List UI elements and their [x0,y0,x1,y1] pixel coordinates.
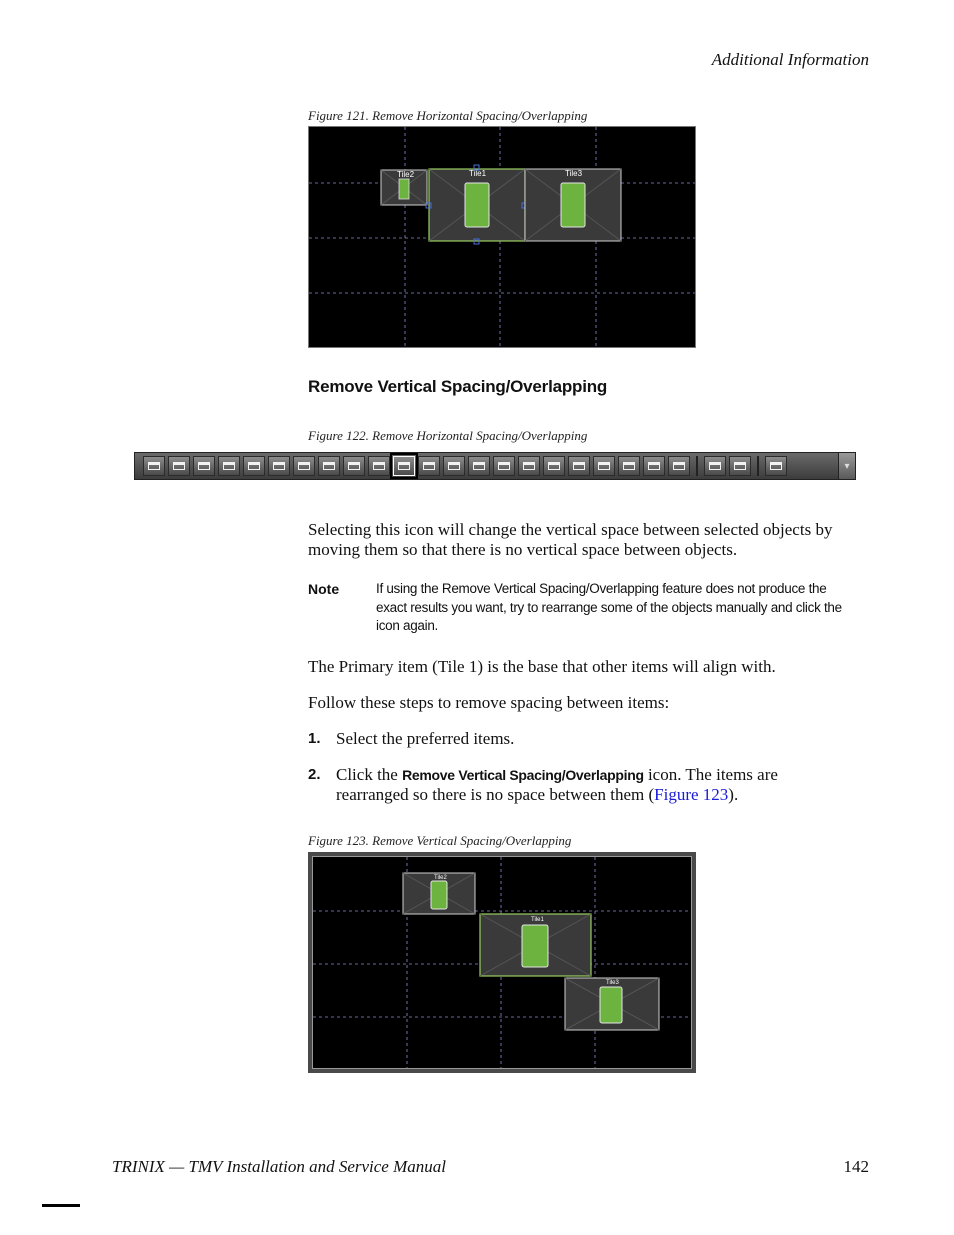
distribute-vertical-button[interactable] [343,456,365,476]
same-width-button[interactable] [493,456,515,476]
align-top-button[interactable] [168,456,190,476]
distribute-horizontal-button[interactable] [318,456,340,476]
tile1-thumbnail [426,165,527,244]
tile1-label: Tile1 [531,917,544,923]
same-height-button[interactable] [518,456,540,476]
center-both-button[interactable] [293,456,315,476]
tile2-label: Tile2 [397,170,415,179]
same-size-button[interactable] [543,456,565,476]
step-2-pre: Click the [336,765,403,784]
increase-vertical-spacing-button[interactable] [468,456,490,476]
footer-rule [42,1204,80,1207]
size-to-widest-button[interactable] [568,456,590,476]
align-center-horizontal-button[interactable] [243,456,265,476]
alignment-toolbar [134,452,856,480]
toolbar-separator [696,456,698,476]
figure-123-link[interactable]: Figure 123 [654,785,729,804]
align-right-button[interactable] [193,456,215,476]
step-1-number: 1. [308,730,321,747]
figure-123-caption: Figure 123. Remove Vertical Spacing/Overlapping [308,833,572,848]
decrease-horizontal-spacing-button[interactable] [443,456,465,476]
figure-123-image [308,852,696,1073]
tile-grid-button[interactable] [704,456,726,476]
tile-matrix-button[interactable] [729,456,751,476]
tile2-thumbnail [403,873,475,914]
tile3-thumbnail [565,978,659,1030]
step-2-ui-name: Remove Vertical Spacing/Overlapping [402,767,644,783]
step-2-end: ). [728,785,739,804]
paragraph-primary: The Primary item (Tile 1) is the base that other items will align with. [308,657,776,676]
page-number: 142 [843,1157,869,1176]
tile2-thumbnail [381,170,427,205]
step-2-post: icon. The items are rearranged so there is no space between them ( [336,765,778,804]
tile2-label: Tile2 [434,875,447,881]
increase-horizontal-spacing-button[interactable] [418,456,440,476]
fit-tile-button[interactable] [668,456,690,476]
section-heading: Remove Vertical Spacing/Overlapping [308,377,608,396]
figure-122-caption: Figure 122. Remove Horizontal Spacing/Overlapping [308,428,588,443]
figure-121-image [308,126,696,348]
tile3-thumbnail [525,169,621,241]
footer-title: TRINIX — TMV Installation and Service Manual [112,1157,446,1176]
toolbar-overflow-chevron-icon[interactable]: ▾ [838,453,855,479]
running-header: Additional Information [711,50,869,69]
paragraph-intro: Selecting this icon will change the vertical space between selected objects by moving them so that there is no vertical space between objects. [308,520,833,559]
size-to-shortest-button[interactable] [643,456,665,476]
tile1-label: Tile1 [469,169,487,178]
remove-horizontal-spacing-button[interactable] [368,456,390,476]
tile3-label: Tile3 [606,980,619,986]
tile1-thumbnail [480,914,591,976]
note-text: If using the Remove Vertical Spacing/Overlapping feature does not produce the exact results you want, try to rearrange some of the objects manually and click the icon again. [376,581,842,633]
tile3-label: Tile3 [565,169,583,178]
step-1-text: Select the preferred items. [336,729,515,748]
figure-121-caption: Figure 121. Remove Horizontal Spacing/Overlapping [308,108,588,123]
step-2-number: 2. [308,766,321,783]
align-left-button[interactable] [143,456,165,476]
size-to-narrowest-button[interactable] [618,456,640,476]
align-center-vertical-button[interactable] [268,456,290,476]
toolbar-separator [757,456,759,476]
tile-properties-button[interactable] [765,456,787,476]
remove-vertical-spacing-button[interactable] [393,456,415,476]
align-bottom-button[interactable] [218,456,240,476]
paragraph-steps-intro: Follow these steps to remove spacing between items: [308,693,670,712]
step-2-text [336,765,816,805]
size-to-tallest-button[interactable] [593,456,615,476]
note-label: Note [308,581,340,597]
